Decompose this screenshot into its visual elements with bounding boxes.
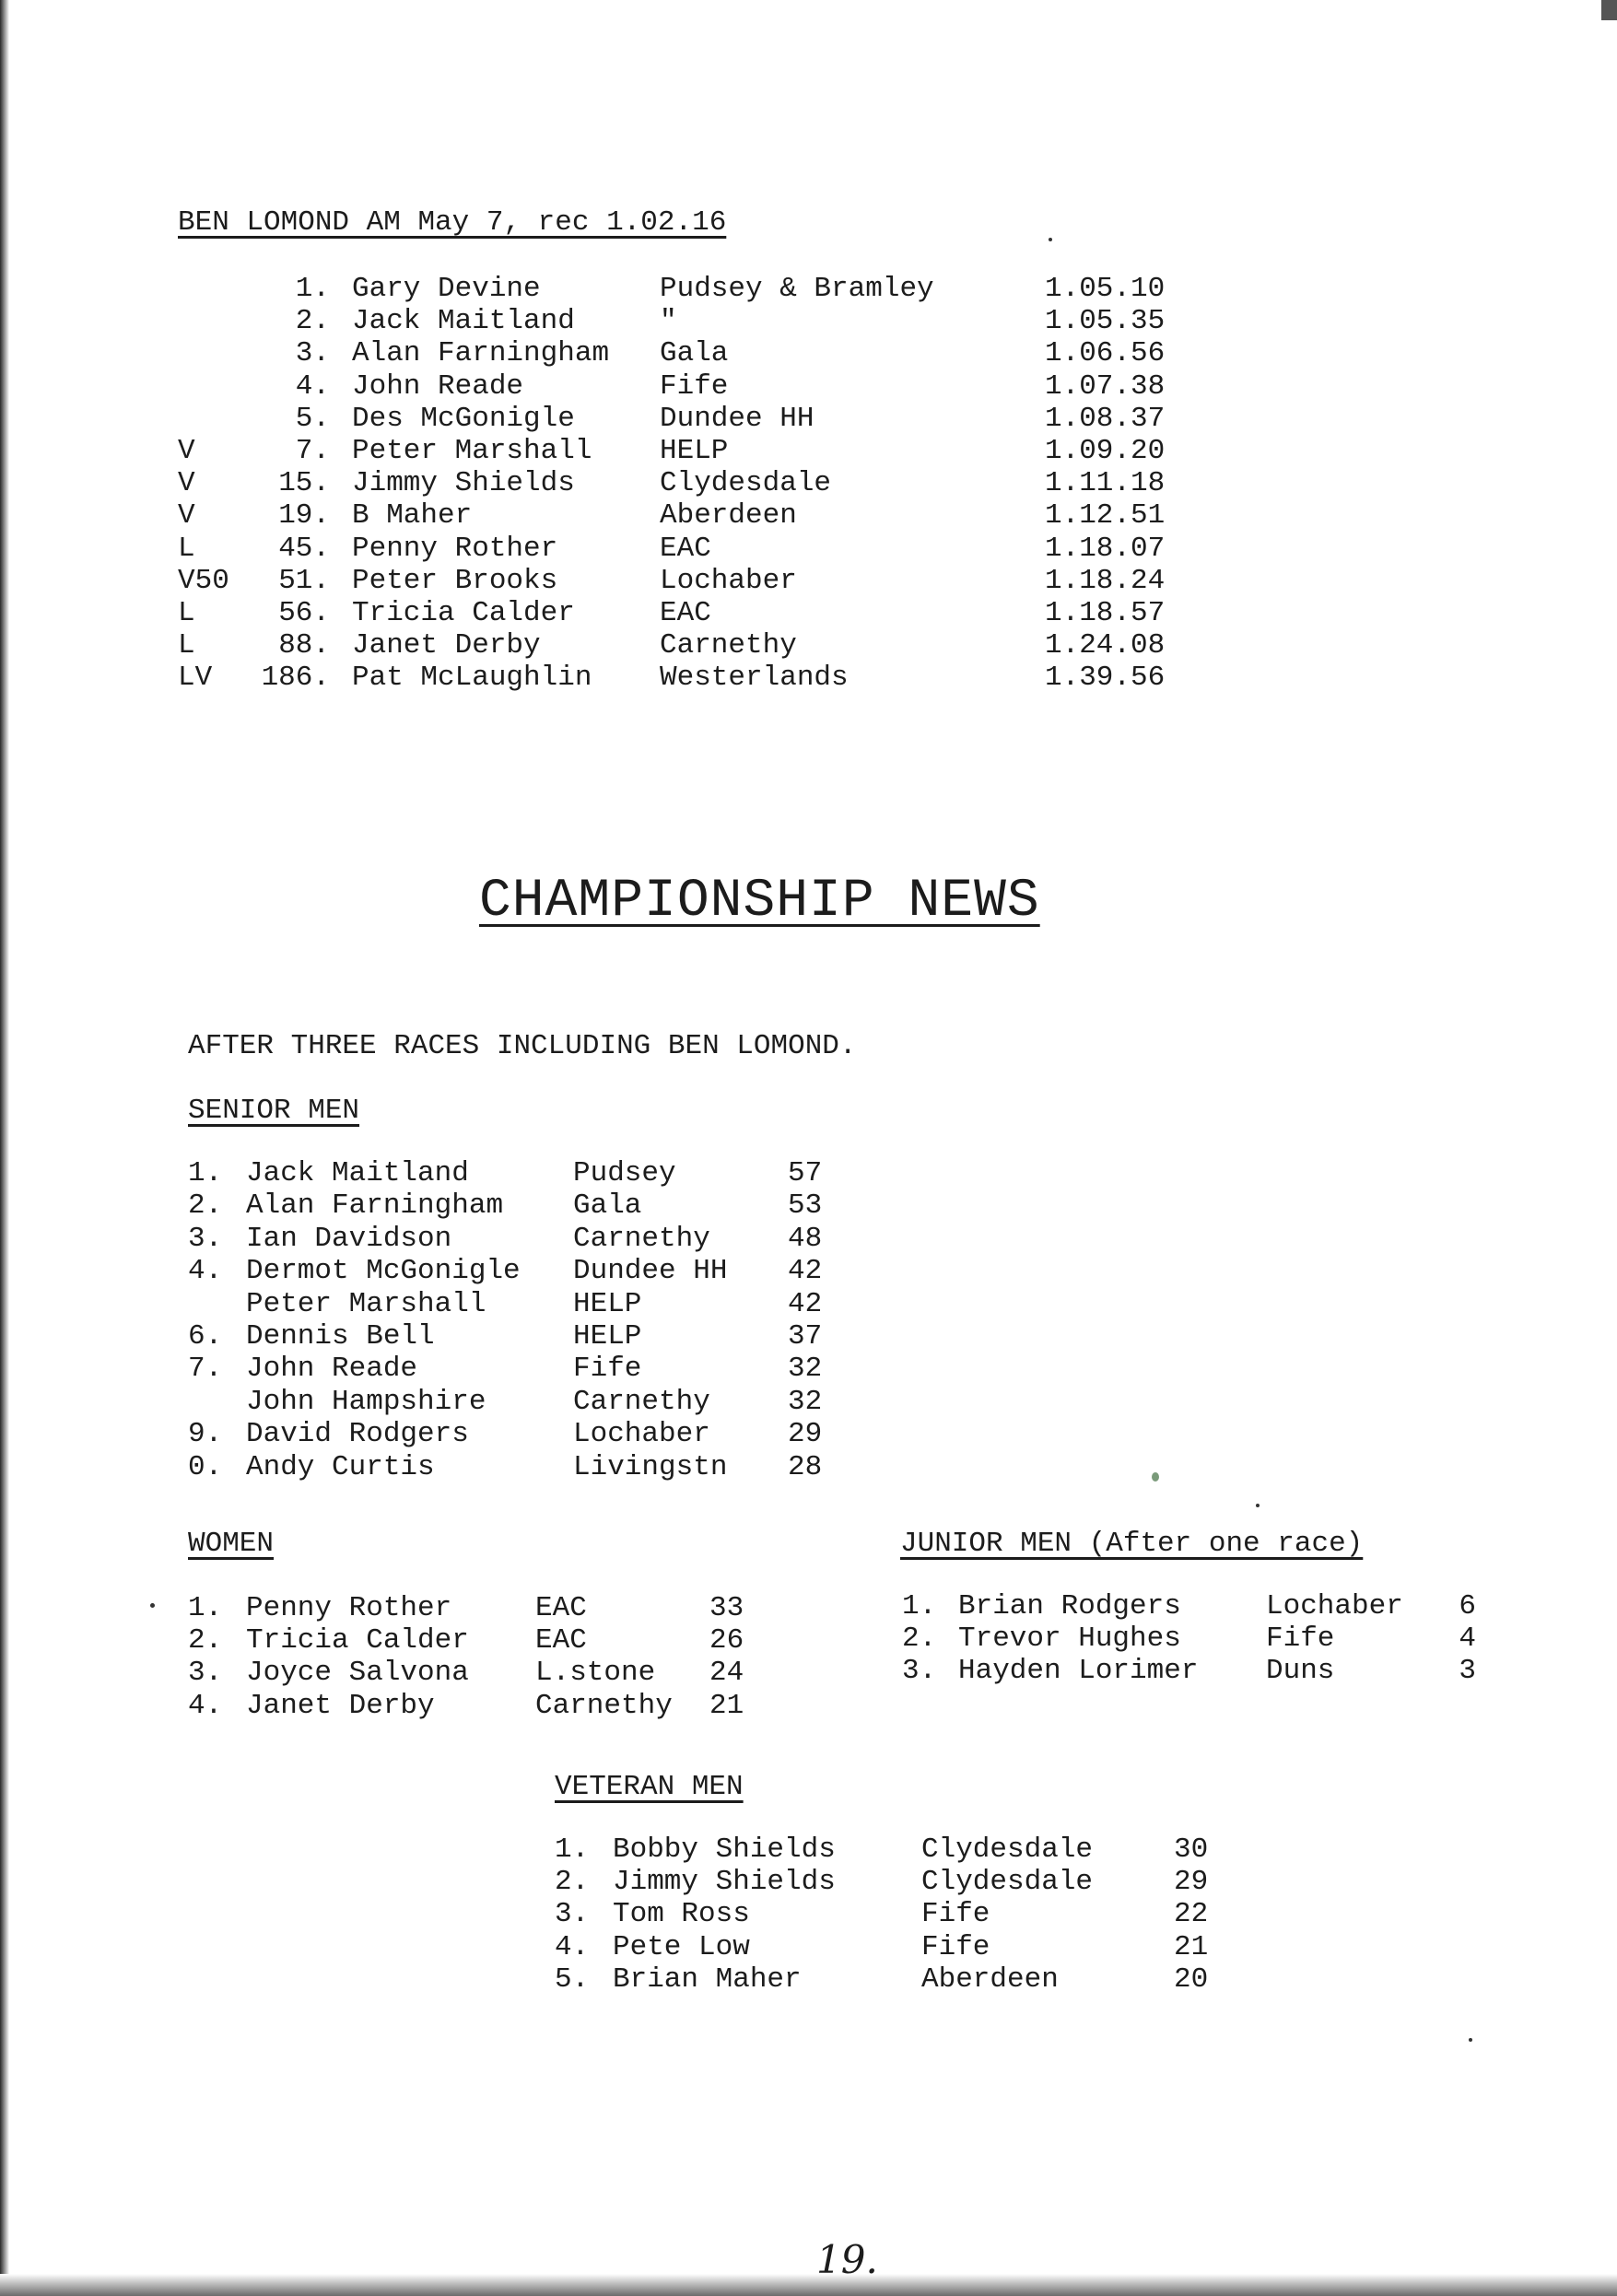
- race-result-pos: 51.: [278, 564, 330, 597]
- senior-men-row-name: John Hampshire: [246, 1385, 486, 1418]
- race-result-name: Pat McLaughlin: [352, 662, 592, 695]
- race-result-club: Carnethy: [660, 629, 797, 662]
- senior-men-row-name: Alan Farningham: [246, 1189, 504, 1223]
- senior-men-row-club: Livingstn: [573, 1450, 728, 1483]
- scan-speck: [1049, 238, 1052, 241]
- race-result-pos: 3.: [295, 337, 330, 370]
- race-result-time: 1.06.56: [1045, 337, 1166, 370]
- race-result-pos: 1.: [295, 273, 330, 305]
- race-result-time: 1.05.35: [1045, 305, 1166, 338]
- senior-men-row-pos: 0.: [188, 1450, 223, 1483]
- race-result-name: Peter Brooks: [352, 564, 558, 597]
- women-row-name: Joyce Salvona: [246, 1657, 469, 1690]
- race-result-club: Lochaber: [660, 564, 797, 597]
- veteran-men-row-club: Fife: [921, 1898, 990, 1931]
- scan-speck: [150, 1603, 155, 1608]
- race-result-time: 1.07.38: [1045, 369, 1166, 403]
- race-result-cat: L: [178, 629, 195, 662]
- veteran-men-row-pos: 2.: [555, 1866, 590, 1899]
- women-row-pos: 3.: [188, 1657, 223, 1690]
- women-row-club: EAC: [535, 1592, 587, 1624]
- veteran-men-row-pts: 22: [1174, 1898, 1209, 1931]
- senior-men-row-name: Jack Maitland: [246, 1157, 469, 1189]
- junior-men-heading: JUNIOR MEN (After one race): [900, 1528, 1364, 1560]
- veteran-men-row-name: Tom Ross: [613, 1898, 750, 1931]
- page-title: CHAMPIONSHIP NEWS: [479, 872, 1040, 931]
- scan-speck: [1256, 1504, 1260, 1507]
- senior-men-row-pos: 1.: [188, 1157, 223, 1189]
- senior-men-row-pts: 48: [788, 1222, 823, 1255]
- race-result-time: 1.12.51: [1045, 499, 1166, 533]
- race-result-club: Aberdeen: [660, 499, 797, 533]
- veteran-men-row-name: Brian Maher: [613, 1962, 802, 1996]
- veteran-men-row-name: Bobby Shields: [613, 1833, 836, 1866]
- women-row-club: L.stone: [535, 1657, 656, 1690]
- race-result-name: Jimmy Shields: [352, 467, 575, 500]
- veteran-men-row-pts: 20: [1174, 1962, 1209, 1996]
- race-result-time: 1.18.57: [1045, 597, 1166, 629]
- junior-men-row-pos: 1.: [902, 1590, 937, 1622]
- veteran-men-row-club: Aberdeen: [921, 1962, 1059, 1996]
- race-result-name: Des McGonigle: [352, 402, 575, 435]
- senior-men-row-club: Dundee HH: [573, 1255, 728, 1288]
- junior-men-row-club: Lochaber: [1266, 1590, 1403, 1622]
- women-row-club: EAC: [535, 1624, 587, 1658]
- page-number: 19.: [816, 2237, 878, 2282]
- women-row-pts: 21: [709, 1689, 744, 1722]
- veteran-men-row-pos: 5.: [555, 1962, 590, 1996]
- senior-men-row-club: HELP: [573, 1320, 642, 1353]
- race-result-pos: 186.: [261, 662, 330, 695]
- junior-men-row-pos: 2.: [902, 1622, 937, 1656]
- senior-men-row-name: Andy Curtis: [246, 1450, 435, 1483]
- race-result-club: Clydesdale: [660, 467, 832, 500]
- race-result-club: Fife: [660, 369, 729, 403]
- veteran-men-row-club: Clydesdale: [921, 1833, 1094, 1866]
- senior-men-row-pos: 2.: [188, 1189, 223, 1223]
- veteran-men-row-pts: 29: [1174, 1866, 1209, 1899]
- senior-men-row-pts: 37: [788, 1320, 823, 1353]
- race-result-pos: 15.: [278, 467, 330, 500]
- championship-intro: AFTER THREE RACES INCLUDING BEN LOMOND.: [188, 1030, 857, 1062]
- senior-men-row-pos: 3.: [188, 1222, 223, 1255]
- women-row-name: Penny Rother: [246, 1592, 452, 1624]
- race-result-name: Gary Devine: [352, 273, 541, 305]
- women-row-name: Janet Derby: [246, 1689, 435, 1722]
- race-result-club: EAC: [660, 597, 711, 629]
- race-result-time: 1.11.18: [1045, 467, 1166, 500]
- scan-speck: [1152, 1472, 1159, 1482]
- race-result-cat: V: [178, 467, 195, 500]
- race-result-time: 1.09.20: [1045, 435, 1166, 467]
- race-result-club: HELP: [660, 435, 729, 467]
- women-row-name: Tricia Calder: [246, 1624, 469, 1658]
- junior-men-row-pts: 3: [1459, 1655, 1476, 1688]
- race-result-pos: 88.: [278, 629, 330, 662]
- veteran-men-row-pts: 21: [1174, 1930, 1209, 1963]
- race-result-name: Penny Rother: [352, 532, 558, 565]
- race-result-cat: V: [178, 499, 195, 533]
- senior-men-row-pos: 9.: [188, 1418, 223, 1451]
- scan-edge-bottom: [0, 2274, 1617, 2296]
- senior-men-heading: SENIOR MEN: [188, 1095, 360, 1127]
- senior-men-row-pts: 32: [788, 1353, 823, 1386]
- veteran-men-row-pos: 1.: [555, 1833, 590, 1866]
- race-result-name: B Maher: [352, 499, 473, 533]
- senior-men-row-pos: 4.: [188, 1255, 223, 1288]
- race-result-time: 1.39.56: [1045, 662, 1166, 695]
- junior-men-row-name: Hayden Lorimer: [958, 1655, 1199, 1688]
- junior-men-row-name: Brian Rodgers: [958, 1590, 1181, 1622]
- senior-men-row-pos: 7.: [188, 1353, 223, 1386]
- senior-men-row-club: Fife: [573, 1353, 642, 1386]
- women-row-pos: 1.: [188, 1592, 223, 1624]
- veteran-men-row-club: Fife: [921, 1930, 990, 1963]
- women-row-club: Carnethy: [535, 1689, 673, 1722]
- women-heading: WOMEN: [188, 1528, 275, 1560]
- race-result-club: Gala: [660, 337, 729, 370]
- veteran-men-row-pos: 3.: [555, 1898, 590, 1931]
- senior-men-row-name: Dermot McGonigle: [246, 1255, 521, 1288]
- women-row-pts: 33: [709, 1592, 744, 1624]
- junior-men-row-pts: 4: [1459, 1622, 1476, 1656]
- race-result-time: 1.24.08: [1045, 629, 1166, 662]
- race-result-pos: 7.: [295, 435, 330, 467]
- veteran-men-row-name: Jimmy Shields: [613, 1866, 836, 1899]
- race-heading: BEN LOMOND AM May 7, rec 1.02.16: [178, 206, 727, 239]
- veteran-men-heading: VETERAN MEN: [555, 1771, 744, 1803]
- race-result-pos: 4.: [295, 369, 330, 403]
- race-result-pos: 5.: [295, 402, 330, 435]
- senior-men-row-name: Peter Marshall: [246, 1287, 486, 1320]
- senior-men-row-pts: 28: [788, 1450, 823, 1483]
- senior-men-row-name: David Rodgers: [246, 1418, 469, 1451]
- veteran-men-row-club: Clydesdale: [921, 1866, 1094, 1899]
- junior-men-row-club: Fife: [1266, 1622, 1335, 1656]
- race-result-name: Peter Marshall: [352, 435, 592, 467]
- senior-men-row-name: Ian Davidson: [246, 1222, 452, 1255]
- senior-men-row-club: Gala: [573, 1189, 642, 1223]
- race-result-cat: V: [178, 435, 195, 467]
- race-result-time: 1.08.37: [1045, 402, 1166, 435]
- senior-men-row-pts: 32: [788, 1385, 823, 1418]
- scan-edge-corner: [1601, 0, 1617, 20]
- race-result-pos: 19.: [278, 499, 330, 533]
- race-result-cat: L: [178, 532, 195, 565]
- senior-men-row-name: Dennis Bell: [246, 1320, 435, 1353]
- race-result-name: Janet Derby: [352, 629, 541, 662]
- women-row-pos: 2.: [188, 1624, 223, 1658]
- senior-men-row-pts: 42: [788, 1287, 823, 1320]
- veteran-men-row-pos: 4.: [555, 1930, 590, 1963]
- veteran-men-row-pts: 30: [1174, 1833, 1209, 1866]
- race-result-pos: 56.: [278, 597, 330, 629]
- race-result-club: Pudsey & Bramley: [660, 273, 934, 305]
- women-row-pos: 4.: [188, 1689, 223, 1722]
- senior-men-row-club: Pudsey: [573, 1157, 676, 1189]
- senior-men-row-pts: 42: [788, 1255, 823, 1288]
- race-result-club: EAC: [660, 532, 711, 565]
- senior-men-row-pts: 53: [788, 1189, 823, 1223]
- race-result-cat: V50: [178, 564, 229, 597]
- race-result-name: Tricia Calder: [352, 597, 575, 629]
- junior-men-row-club: Duns: [1266, 1655, 1335, 1688]
- race-result-name: Alan Farningham: [352, 337, 610, 370]
- senior-men-row-pos: 6.: [188, 1320, 223, 1353]
- senior-men-row-club: Lochaber: [573, 1418, 710, 1451]
- junior-men-row-pos: 3.: [902, 1655, 937, 1688]
- senior-men-row-name: John Reade: [246, 1353, 418, 1386]
- senior-men-row-club: Carnethy: [573, 1385, 710, 1418]
- race-result-time: 1.05.10: [1045, 273, 1166, 305]
- race-result-time: 1.18.24: [1045, 564, 1166, 597]
- race-result-club: Westerlands: [660, 662, 849, 695]
- women-row-pts: 24: [709, 1657, 744, 1690]
- race-result-pos: 45.: [278, 532, 330, 565]
- race-result-cat: L: [178, 597, 195, 629]
- race-result-club: ": [660, 305, 677, 338]
- race-result-time: 1.18.07: [1045, 532, 1166, 565]
- junior-men-row-name: Trevor Hughes: [958, 1622, 1181, 1656]
- race-result-name: Jack Maitland: [352, 305, 575, 338]
- senior-men-row-pts: 57: [788, 1157, 823, 1189]
- veteran-men-row-name: Pete Low: [613, 1930, 750, 1963]
- race-result-cat: LV: [178, 662, 213, 695]
- race-result-name: John Reade: [352, 369, 524, 403]
- scan-speck: [1469, 2038, 1472, 2042]
- junior-men-row-pts: 6: [1459, 1590, 1476, 1622]
- race-result-pos: 2.: [295, 305, 330, 338]
- senior-men-row-pts: 29: [788, 1418, 823, 1451]
- senior-men-row-club: HELP: [573, 1287, 642, 1320]
- race-result-club: Dundee HH: [660, 402, 814, 435]
- women-row-pts: 26: [709, 1624, 744, 1658]
- senior-men-row-club: Carnethy: [573, 1222, 710, 1255]
- scan-edge-left: [0, 0, 9, 2296]
